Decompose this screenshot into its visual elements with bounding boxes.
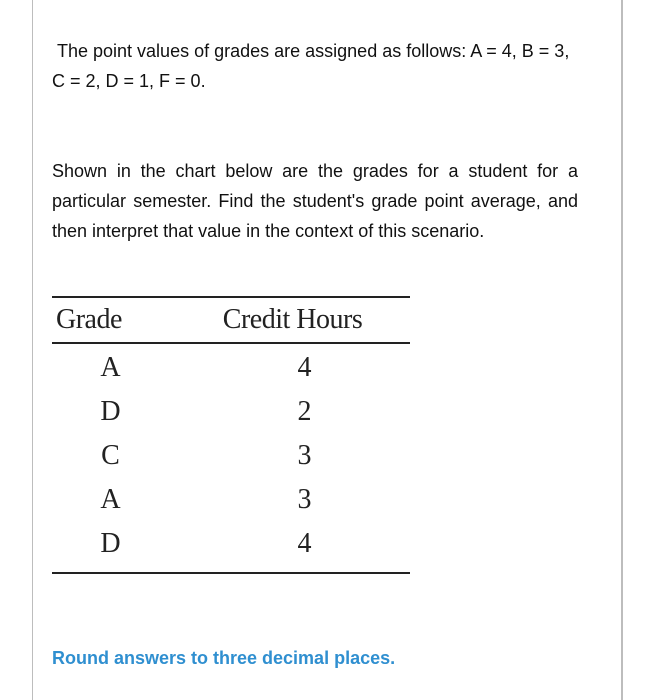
question-text [52,36,578,246]
grades-table [52,296,410,574]
table-row [52,390,410,434]
credit-hours-cell: 2 [297,396,312,427]
rounding-instruction: Round answers to three decimal places. [52,648,396,668]
credit-hours-cell: 4 [297,352,312,383]
table-row [52,434,410,478]
credit-hours-cell: 4 [297,528,312,559]
header-grade: Grade [56,304,122,335]
panel-right-margin [623,0,657,700]
table-header-row [52,297,410,343]
instructions-paragraph: Shown in the chart below are the grades for a student for a particular semester. Find the student's grade point average, and then interpret that value in the context of this scenario. [52,161,578,241]
table-row [52,343,410,390]
table-row [52,522,410,573]
header-credit-hours: Credit Hours [222,304,363,335]
panel-left-border [32,0,33,700]
credit-hours-cell: 3 [297,484,312,515]
credit-hours-cell: 3 [297,440,312,471]
grade-cell: A [100,484,121,515]
grade-cell: A [100,352,121,383]
grade-cell: D [100,528,121,559]
grade-cell: D [100,396,121,427]
table-row [52,478,410,522]
point-values-paragraph: The point values of grades are assigned as follows: A = 4, B = 3, C = 2, D = 1, F = 0. [52,41,570,91]
grade-cell: C [101,440,120,471]
